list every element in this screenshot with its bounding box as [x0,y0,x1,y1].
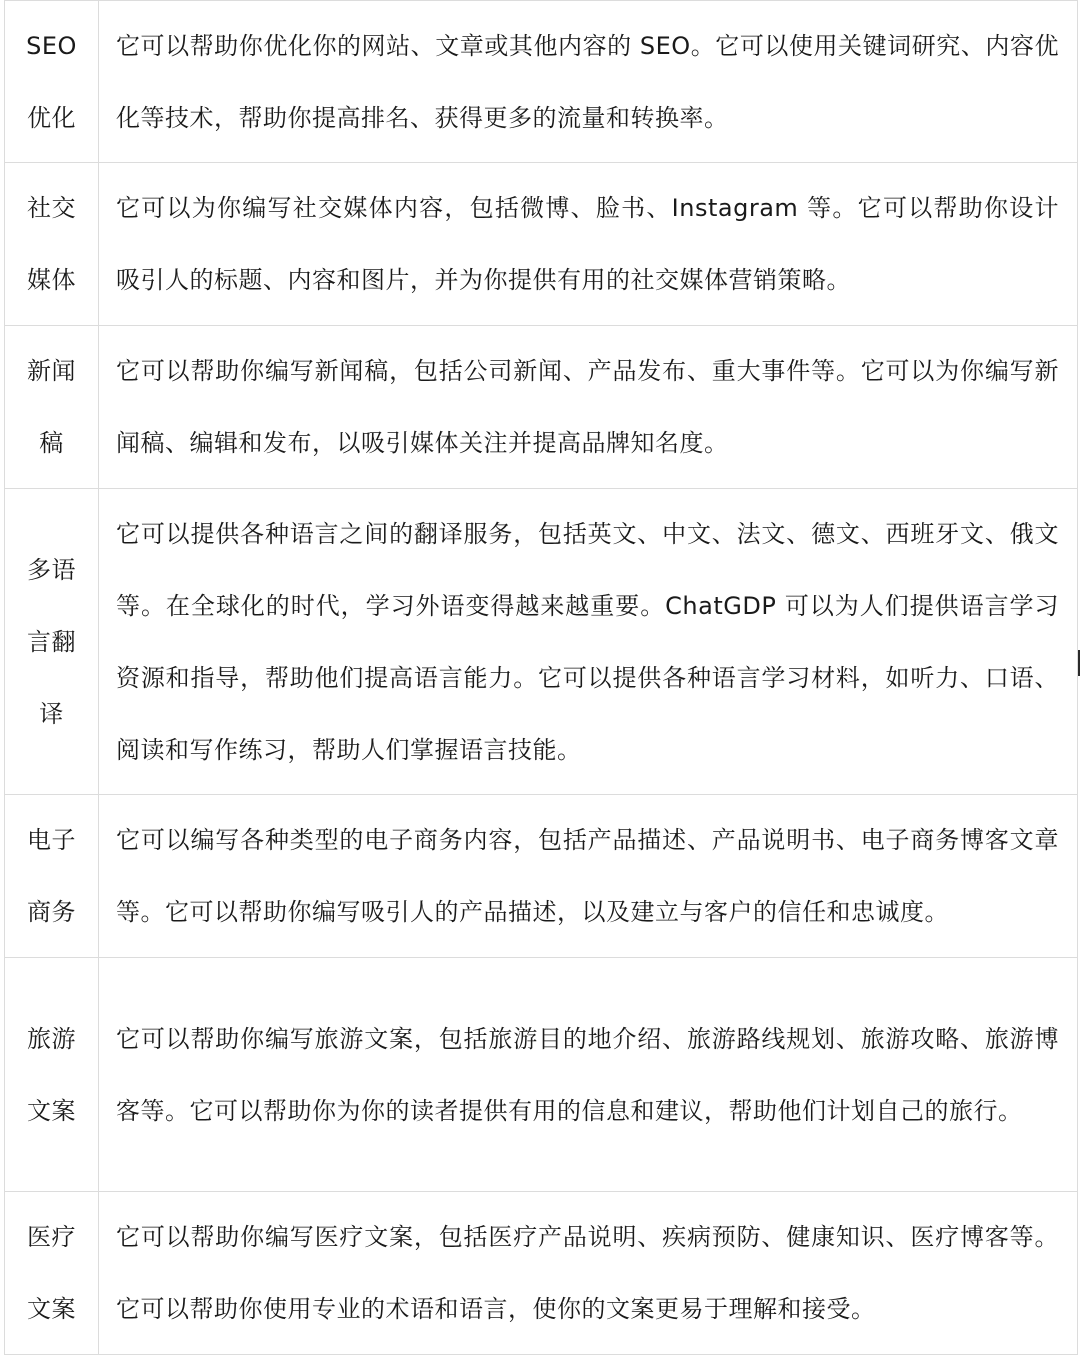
table-row [5,489,1078,795]
row-description: 它可以帮助你优化你的网站、文章或其他内容的 SEO。它可以使用关键词研究、内容优化等技术，帮助你提高排名、获得更多的流量和转换率。 [99,1,1078,163]
table-row [5,1,1078,163]
table-row [5,958,1078,1192]
row-description: 它可以编写各种类型的电子商务内容，包括产品描述、产品说明书、电子商务博客文章等。它可以帮助你编写吸引人的产品描述，以及建立与客户的信任和忠诚度。 [99,795,1078,958]
row-description: 它可以为你编写社交媒体内容，包括微博、脸书、Instagram 等。它可以帮助你设计吸引人的标题、内容和图片，并为你提供有用的社交媒体营销策略。 [99,163,1078,326]
row-label: 电子商务 [5,795,99,958]
table-row [5,326,1078,489]
table-row [5,795,1078,958]
row-label: 社交媒体 [5,163,99,326]
service-table [4,0,1078,1355]
table-row [5,1192,1078,1355]
row-description: 它可以帮助你编写旅游文案，包括旅游目的地介绍、旅游路线规划、旅游攻略、旅游博客等。它可以帮助你为你的读者提供有用的信息和建议，帮助他们计划自己的旅行。 [99,958,1078,1192]
row-label: 医疗文案 [5,1192,99,1355]
table-row [5,163,1078,326]
row-label: SEO优化 [5,1,99,163]
row-description: 它可以提供各种语言之间的翻译服务，包括英文、中文、法文、德文、西班牙文、俄文等。在全球化的时代，学习外语变得越来越重要。ChatGDP 可以为人们提供语言学习资源和指导，帮助他们提高语言能力。它可以提供各种语言学习材料，如听力、口语、阅读和写作练习，帮助人们掌握语言技能。 [99,489,1078,795]
row-description: 它可以帮助你编写新闻稿，包括公司新闻、产品发布、重大事件等。它可以为你编写新闻稿、编辑和发布，以吸引媒体关注并提高品牌知名度。 [99,326,1078,489]
row-description: 它可以帮助你编写医疗文案，包括医疗产品说明、疾病预防、健康知识、医疗博客等。它可以帮助你使用专业的术语和语言，使你的文案更易于理解和接受。 [99,1192,1078,1355]
row-label: 多语言翻译 [5,489,99,795]
row-label: 旅游文案 [5,958,99,1192]
row-label: 新闻稿 [5,326,99,489]
